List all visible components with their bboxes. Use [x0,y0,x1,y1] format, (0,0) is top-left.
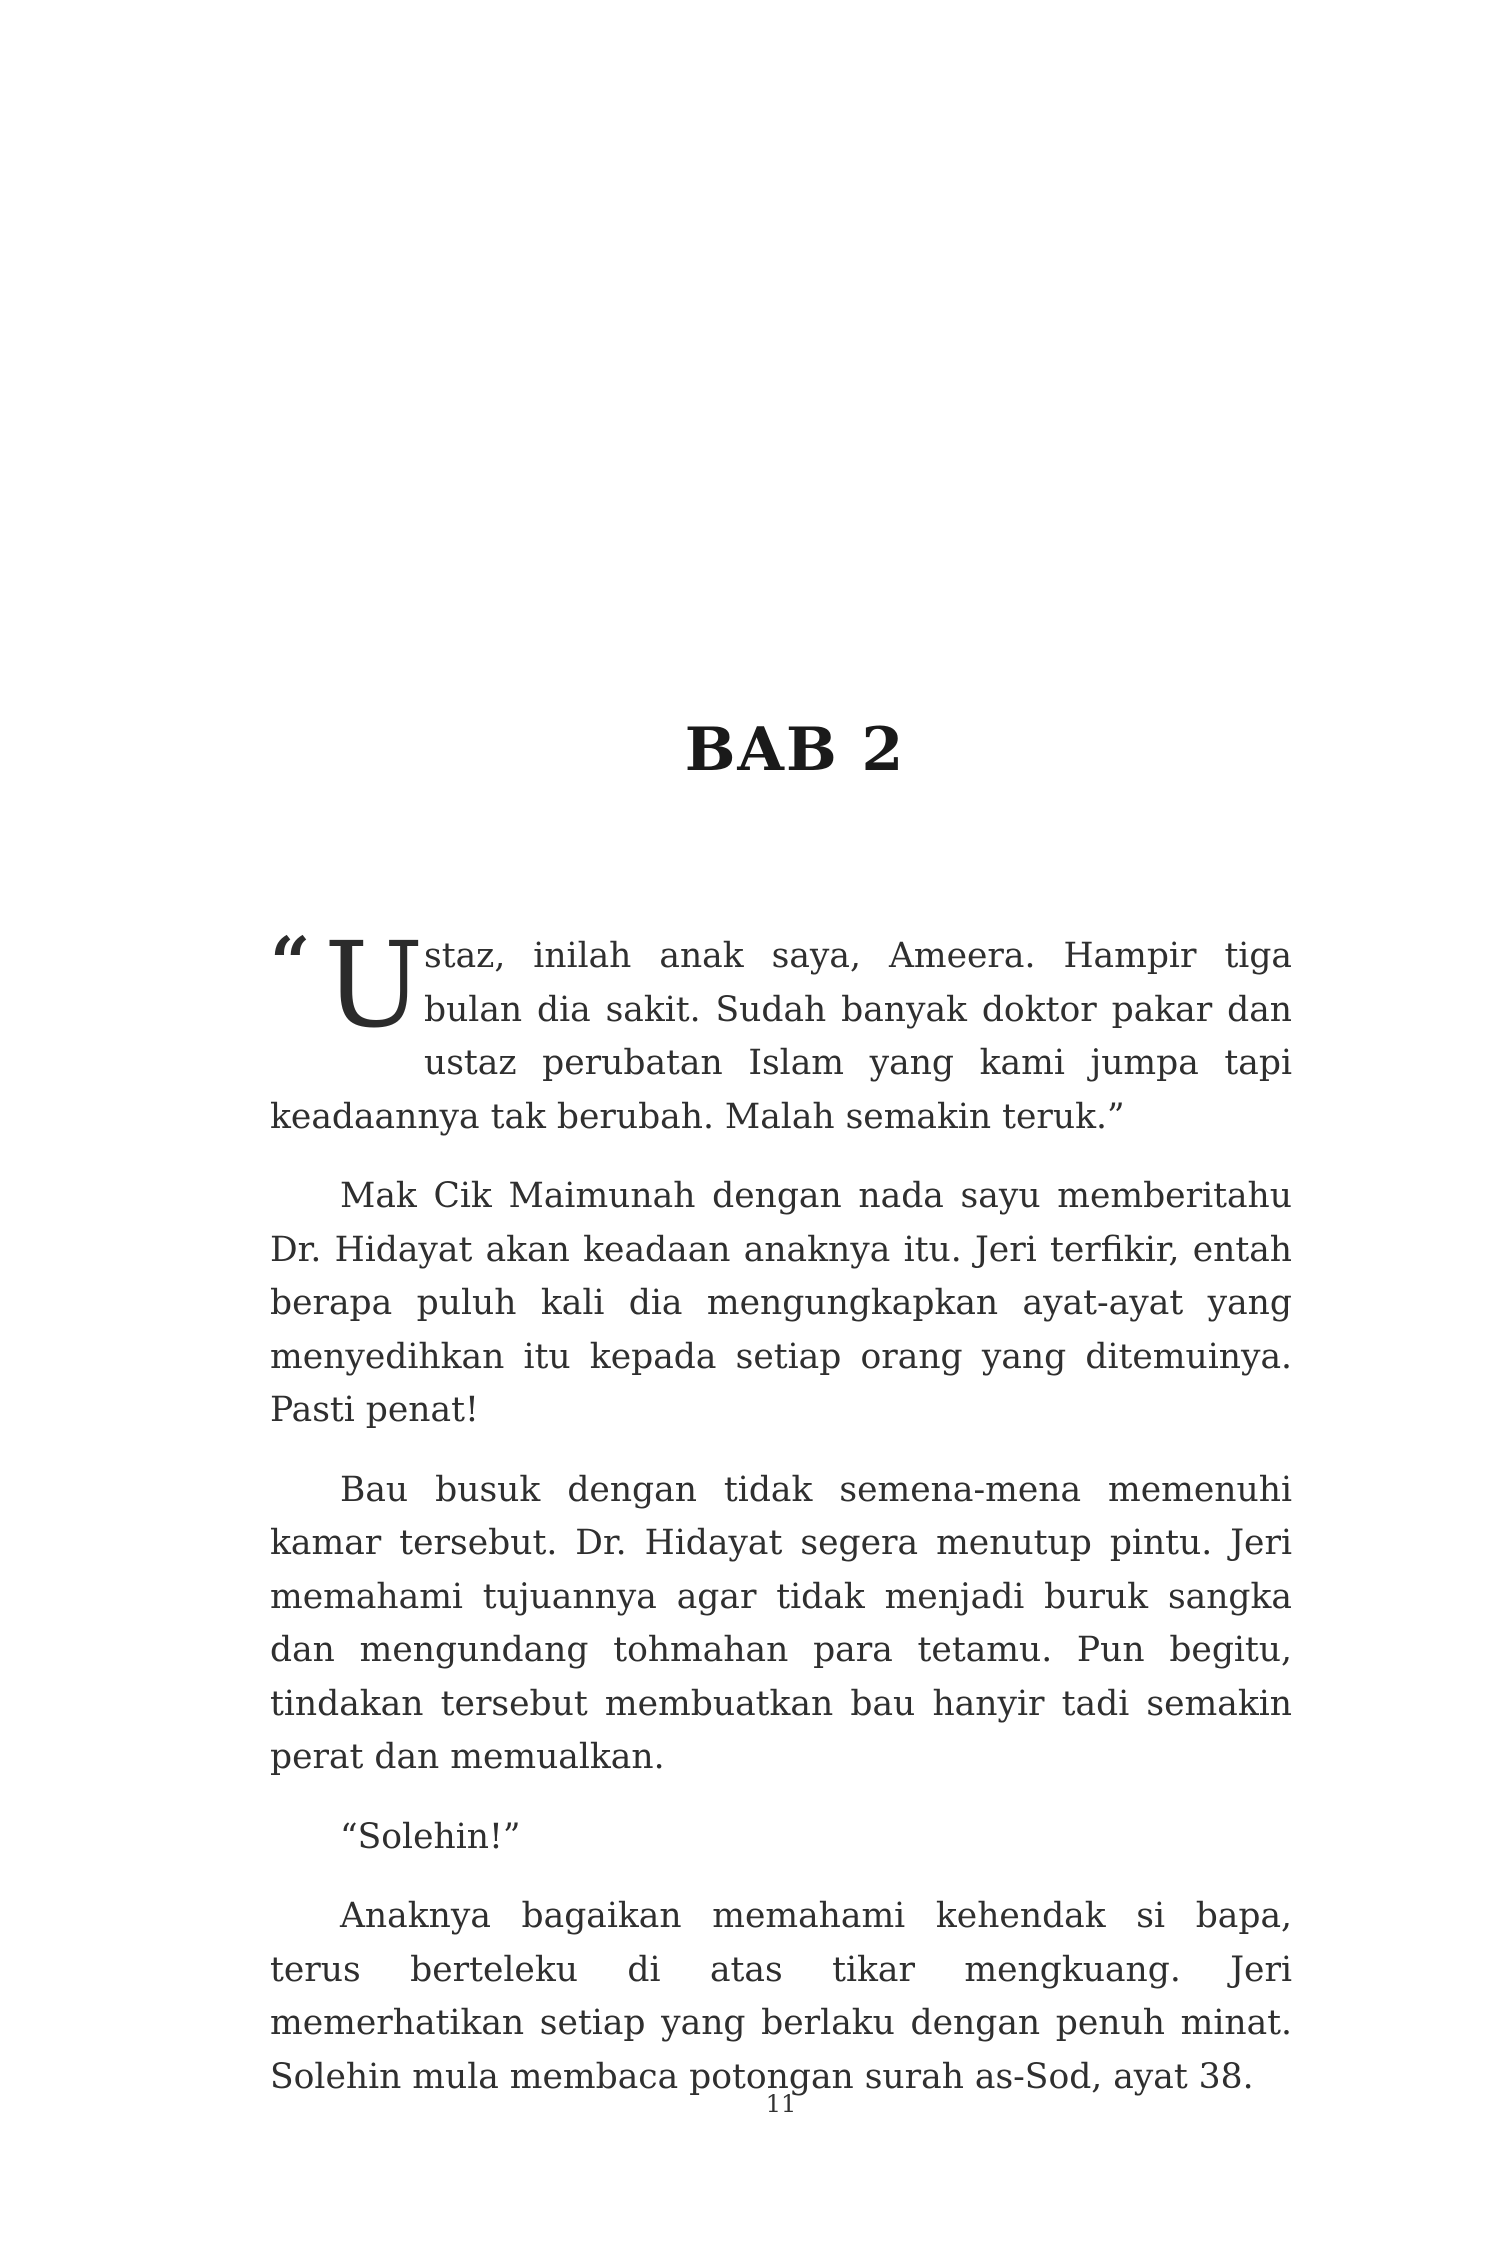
paragraph-2: Mak Cik Maimunah dengan nada sayu memberitahu Dr. Hidayat akan keadaan anaknya itu. Jeri terfikir, entah berapa puluh kali dia mengungkapkan ayat-ayat yang menyedihkan itu kepada setiap orang yang ditemuinya. Pasti penat! [270,1176,1292,1430]
drop-cap [270,916,424,1054]
chapter-title: BAB 2 [684,715,906,785]
drop-cap-letter: U [324,916,424,1054]
paragraph-4: “Solehin!” [340,1816,521,1857]
paragraph-5: Anaknya bagaikan memahami kehendak si bapa, terus berteleku di atas tikar mengkuang. Jeri memerhatikan setiap yang berlaku dengan penuh minat. Solehin mula membaca potongan surah as-Sod, ayat 38. [270,1896,1292,2097]
opening-quote-mark: “ [270,921,311,1004]
page-number: 11 [765,2090,797,2118]
paragraph-3: Bau busuk dengan tidak semena-mena memenuhi kamar tersebut. Dr. Hidayat segera menutup pintu. Jeri memahami tujuannya agar tidak menjadi buruk sangka dan mengundang tohmahan para tetamu. Pun begitu, tindakan tersebut membuatkan bau hanyir tadi semakin perat dan memualkan. [270,1469,1292,1777]
paragraph-1-text: staz, inilah anak saya, Ameera. Hampir tiga bulan dia sakit. Sudah banyak doktor pakar dan ustaz perubatan Islam yang kami jumpa tapi keadaannya tak berubah. Malah semakin teruk.” [270,936,1292,1137]
paragraph-1 [270,916,1292,1144]
body-text [270,916,1292,2130]
